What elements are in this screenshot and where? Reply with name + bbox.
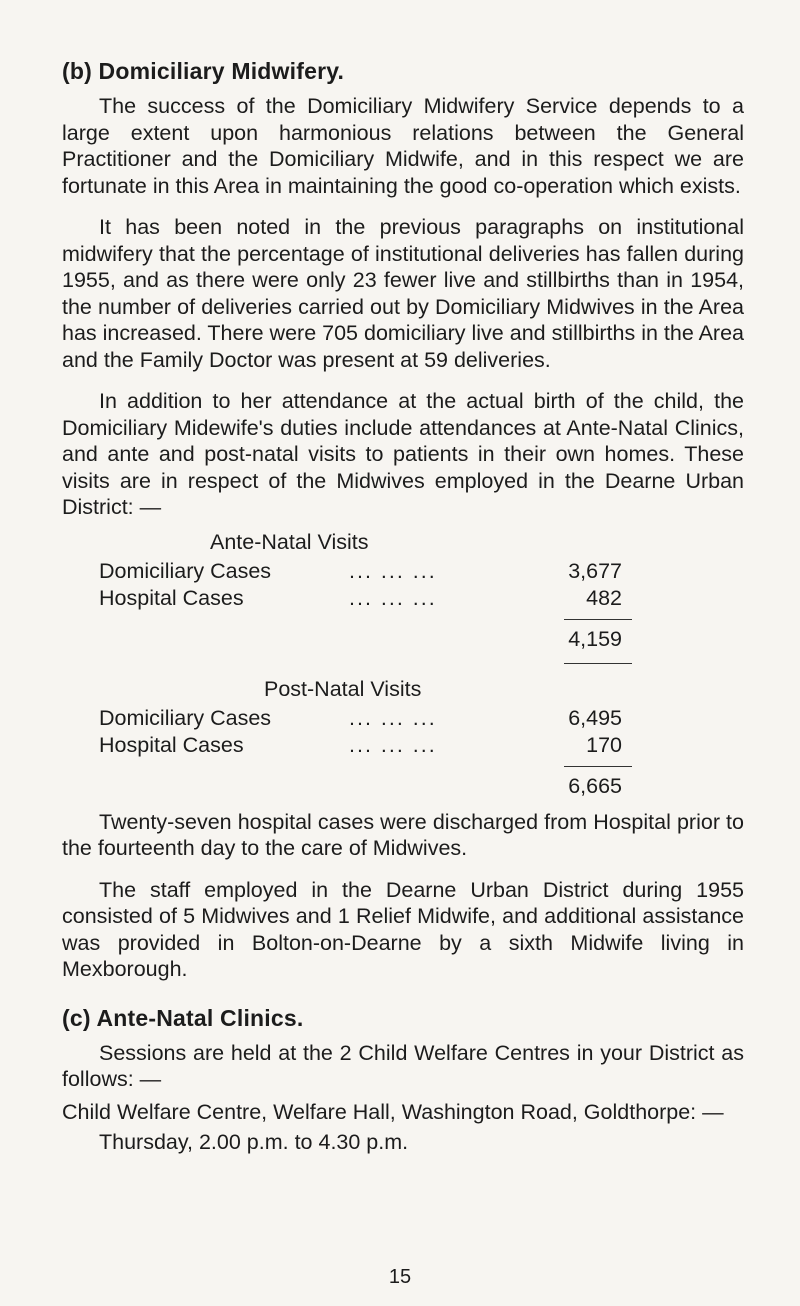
leader-dots: ... ... ... — [349, 732, 437, 757]
total-row — [62, 626, 744, 656]
table-row — [62, 585, 744, 612]
total-row — [62, 773, 744, 803]
page-number: 15 — [388, 1266, 412, 1288]
row-label: Hospital Cases — [99, 732, 244, 757]
paragraph-discharged: Twenty-seven hospital cases were discharged from Hospital prior to the fourteenth day to the care of Midwives. — [62, 809, 744, 860]
table-row — [62, 705, 744, 732]
sum-rule — [62, 759, 744, 773]
ante-natal-title: Ante-Natal Visits — [210, 529, 369, 554]
sum-rule — [62, 612, 744, 626]
post-natal-title: Post-Natal Visits — [264, 676, 422, 701]
row-value: 170 — [586, 732, 622, 757]
row-label: Hospital Cases — [99, 585, 244, 610]
leader-dots: ... ... ... — [349, 558, 437, 583]
leader-dots: ... ... ... — [349, 705, 437, 730]
total-value: 6,665 — [568, 773, 622, 798]
row-value: 482 — [586, 585, 622, 610]
table-row — [62, 732, 744, 759]
row-value: 6,495 — [568, 705, 622, 730]
paragraph-deliveries: It has been noted in the previous paragraphs on institutional midwifery that the percentage of institutional deliveries has fallen during 1955, and as there were only 23 fewer live and stillbirths than in 1954, the number of deliveries carried out by Domiciliary Midwives in the Area has increased. There were 705 domiciliary live and stillbirths in the Area and the Family Doctor was present at 59 deliveries. — [62, 215, 744, 372]
document-page — [62, 58, 744, 1156]
paragraph-staff: The staff employed in the Dearne Urban District during 1955 consisted of 5 Midwives and 1 Relief Midwife, and additional assistance was provided in Bolton-on-Dearne by a sixth Midwife living in Mexborough. — [62, 877, 744, 981]
section-c-heading: (c) Ante-Natal Clinics. — [62, 1004, 304, 1031]
section-b-heading: (b) Domiciliary Midwifery. — [62, 58, 345, 84]
sum-rule — [62, 656, 744, 670]
table-row — [62, 558, 744, 585]
row-label: Domiciliary Cases — [99, 705, 272, 730]
post-natal-visits-table — [62, 676, 744, 803]
row-value: 3,677 — [568, 558, 622, 583]
clinic-address: Child Welfare Centre, Welfare Hall, Washington Road, Goldthorpe: — — [62, 1099, 724, 1124]
paragraph-sessions: Sessions are held at the 2 Child Welfare Centres in your District as follows: — — [62, 1040, 744, 1091]
clinic-time: Thursday, 2.00 p.m. to 4.30 p.m. — [99, 1130, 409, 1154]
leader-dots: ... ... ... — [349, 585, 437, 610]
paragraph-duties: In addition to her attendance at the actual birth of the child, the Domiciliary Midewife's duties include attendances at Ante-Natal Clinics, and ante and post-natal visits to patients in their own homes. These visits are in respect of the Midwives employed in the Dearne Urban District: — — [62, 389, 744, 519]
paragraph-cooperation: The success of the Domiciliary Midwifery Service depends to a large extent upon harmonious relations between the General Practitioner and the Domiciliary Midwife, and in this respect we are fortunate in this Area in maintaining the good co-operation which exists. — [62, 94, 744, 198]
row-label: Domiciliary Cases — [99, 558, 272, 583]
ante-natal-visits-table — [62, 529, 744, 670]
total-value: 4,159 — [568, 626, 622, 651]
